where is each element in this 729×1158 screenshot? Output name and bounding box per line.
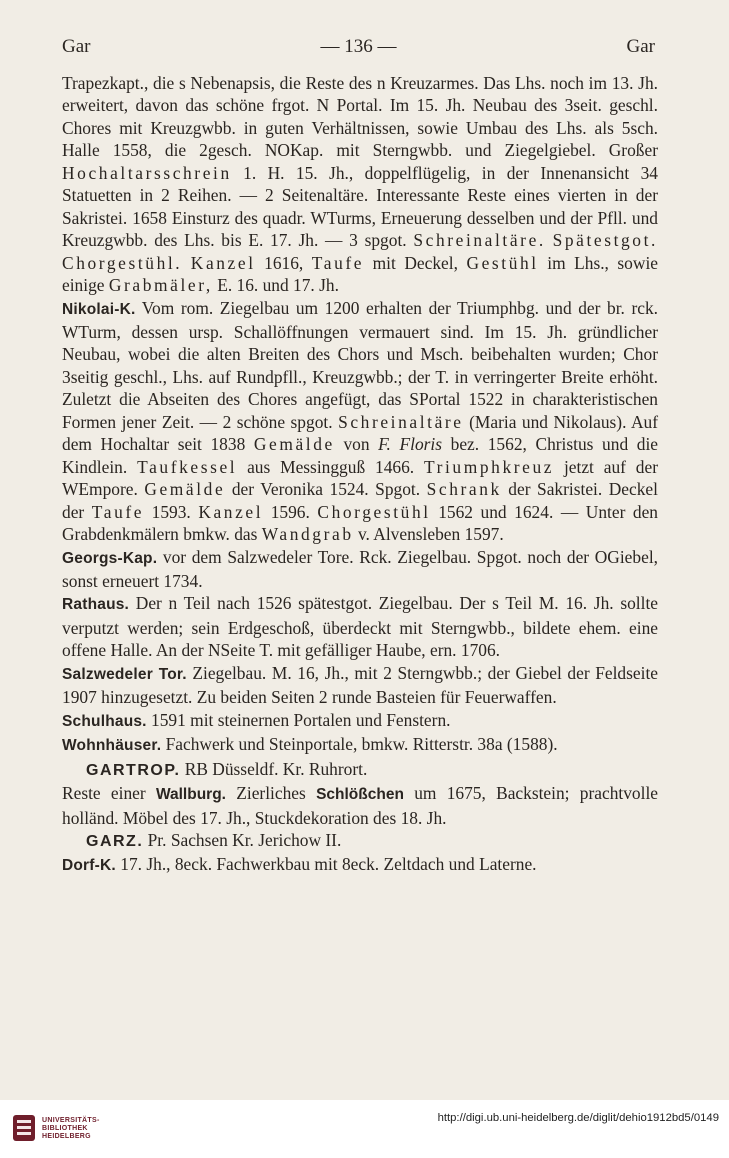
entry-georgs-kap: Georgs-Kap. vor dem Salzwedeler Tore. Rck. Ziegelbau. Spgot. noch der OGiebel, sonst erneuert 1734. (62, 546, 658, 591)
header-right: Gar (626, 36, 655, 57)
entry-heading: Dorf-K. (62, 857, 116, 875)
place-heading: GARTROP. (86, 761, 181, 779)
library-name: UNIVERSITÄTS- BIBLIOTHEK HEIDELBERG (42, 1117, 100, 1140)
entry-gartrop-text: Reste einer Wallburg. Zierliches Schlößchen um 1675, Backstein; prachtvolle holländ. Möbel des 17. Jh., Stuckdekoration des 18. Jh. (62, 783, 658, 828)
entry-heading: Wohnhäuser. (62, 737, 162, 755)
entry-schulhaus: Schulhaus. 1591 mit steinernen Portalen und Fenstern. (62, 709, 451, 730)
entry-heading: Rathaus. (62, 596, 130, 614)
place-garz: GARZ. Pr. Sachsen Kr. Jerichow II. (62, 829, 658, 853)
place-gartrop: GARTROP. RB Düsseldf. Kr. Ruhrort. (62, 758, 658, 782)
place-heading: GARZ. (86, 832, 144, 850)
entry-salzwedeler-tor: Salzwedeler Tor. Ziegelbau. M. 16, Jh., mit 2 Sterngwbb.; der Giebel der Feldseite 1907 hinzugesetzt. Zu beiden Seiten 2 runde Basteien für Feuerwaffen. (62, 662, 658, 708)
library-seal-icon (12, 1114, 36, 1142)
paragraph-church-continued: Trapezkapt., die s Nebenapsis, die Reste des n Kreuzarmes. Das Lhs. noch im 13. Jh. erweitert, davon das schöne frgot. N Portal. Im 15. Jh. Neubau des 3seit. geschl. Chores mit Kreuzgwbb. in guten Verhältnissen, sowie Umbau des Lhs. als 5sch. Halle 1558, die 2gesch. NOKap. mit Sterngwbb. und Ziegelgiebel. Großer Hochaltarsschrein 1. H. 15. Jh., doppelflügelig, in der Innenansicht 34 Statuetten in 2 Reihen. — 2 Seitenaltäre. Interessante Reste eines vierten in der Sakristei. 1658 Einsturz des quadr. WTurms, Erneuerung desselben und der Pfll. und Kreuzgwbb. des Lhs. bis E. 17. Jh. — 3 spgot. Schreinaltäre. Spätestgot. Chorgestühl. Kanzel 1616, Taufe mit Deckel, Gestühl im Lhs., sowie einige Grabmäler, E. 16. und 17. Jh. (62, 73, 658, 296)
header-left: Gar (62, 36, 91, 57)
entry-nikolai-k: Nikolai-K. Vom rom. Ziegelbau um 1200 erhalten der Triumphbg. und der br. rck. WTurm, dessen ursp. Schallöffnungen vermauert sind. Im 15. Jh. gründlicher Neubau, wobei die alten Breiten des Chors und Msch. beibehalten wurden; Chor 3seitig geschl., Lhs. auf Rundpfll., Kreuzgwbb.; der T. in verringerter Breite erhöht. Zuletzt die Abseiten des Chores angefügt, das SPortal 1522 in charakteristischen Formen jener Zeit. — 2 schöne spgot. Schreinaltäre (Maria und Nikolaus). Auf dem Hochaltar seit 1838 Gemälde von F. Floris bez. 1562, Christus und die Kindlein. Taufkessel aus Messingguß 1466. Triumphkreuz jetzt auf der WEmpore. Gemälde der Veronika 1524. Spgot. Schrank der Sakristei. Deckel der Taufe 1593. Kanzel 1596. Chorgestühl 1562 und 1624. — Unter den Grabdenkmälern bmkw. das Wandgrab v. Alvensleben 1597. (62, 297, 659, 545)
page-body (62, 72, 658, 878)
entry-heading: Salzwedeler Tor. (62, 665, 187, 683)
entry-heading: Nikolai-K. (62, 300, 136, 318)
source-url-link[interactable]: http://digi.ub.uni-heidelberg.de/diglit/dehio1912bd5/0149 (437, 1112, 719, 1124)
entry-wohnhaeuser: Wohnhäuser. Fachwerk und Steinportale, bmkw. Ritterstr. 38a (1588). (62, 734, 558, 755)
running-header (62, 36, 655, 62)
library-logo[interactable] (12, 1114, 112, 1144)
entry-rathaus: Rathaus. Der n Teil nach 1526 spätestgot. Ziegelbau. Der s Teil M. 16. Jh. sollte verputzt werden; sein Erdgeschoß, überdeckt mit Sterngwbb., bildete ehem. eine offene Halle. An der NSeite T. mit gefälliger Haube, ern. 1706. (62, 593, 658, 661)
entry-heading: Georgs-Kap. (62, 549, 158, 567)
page-number: — 136 — (320, 36, 397, 57)
entry-dorf-k: Dorf-K. 17. Jh., 8eck. Fachwerkbau mit 8eck. Zeltdach und Laterne. (62, 854, 537, 875)
entry-heading: Schulhaus. (62, 712, 147, 730)
